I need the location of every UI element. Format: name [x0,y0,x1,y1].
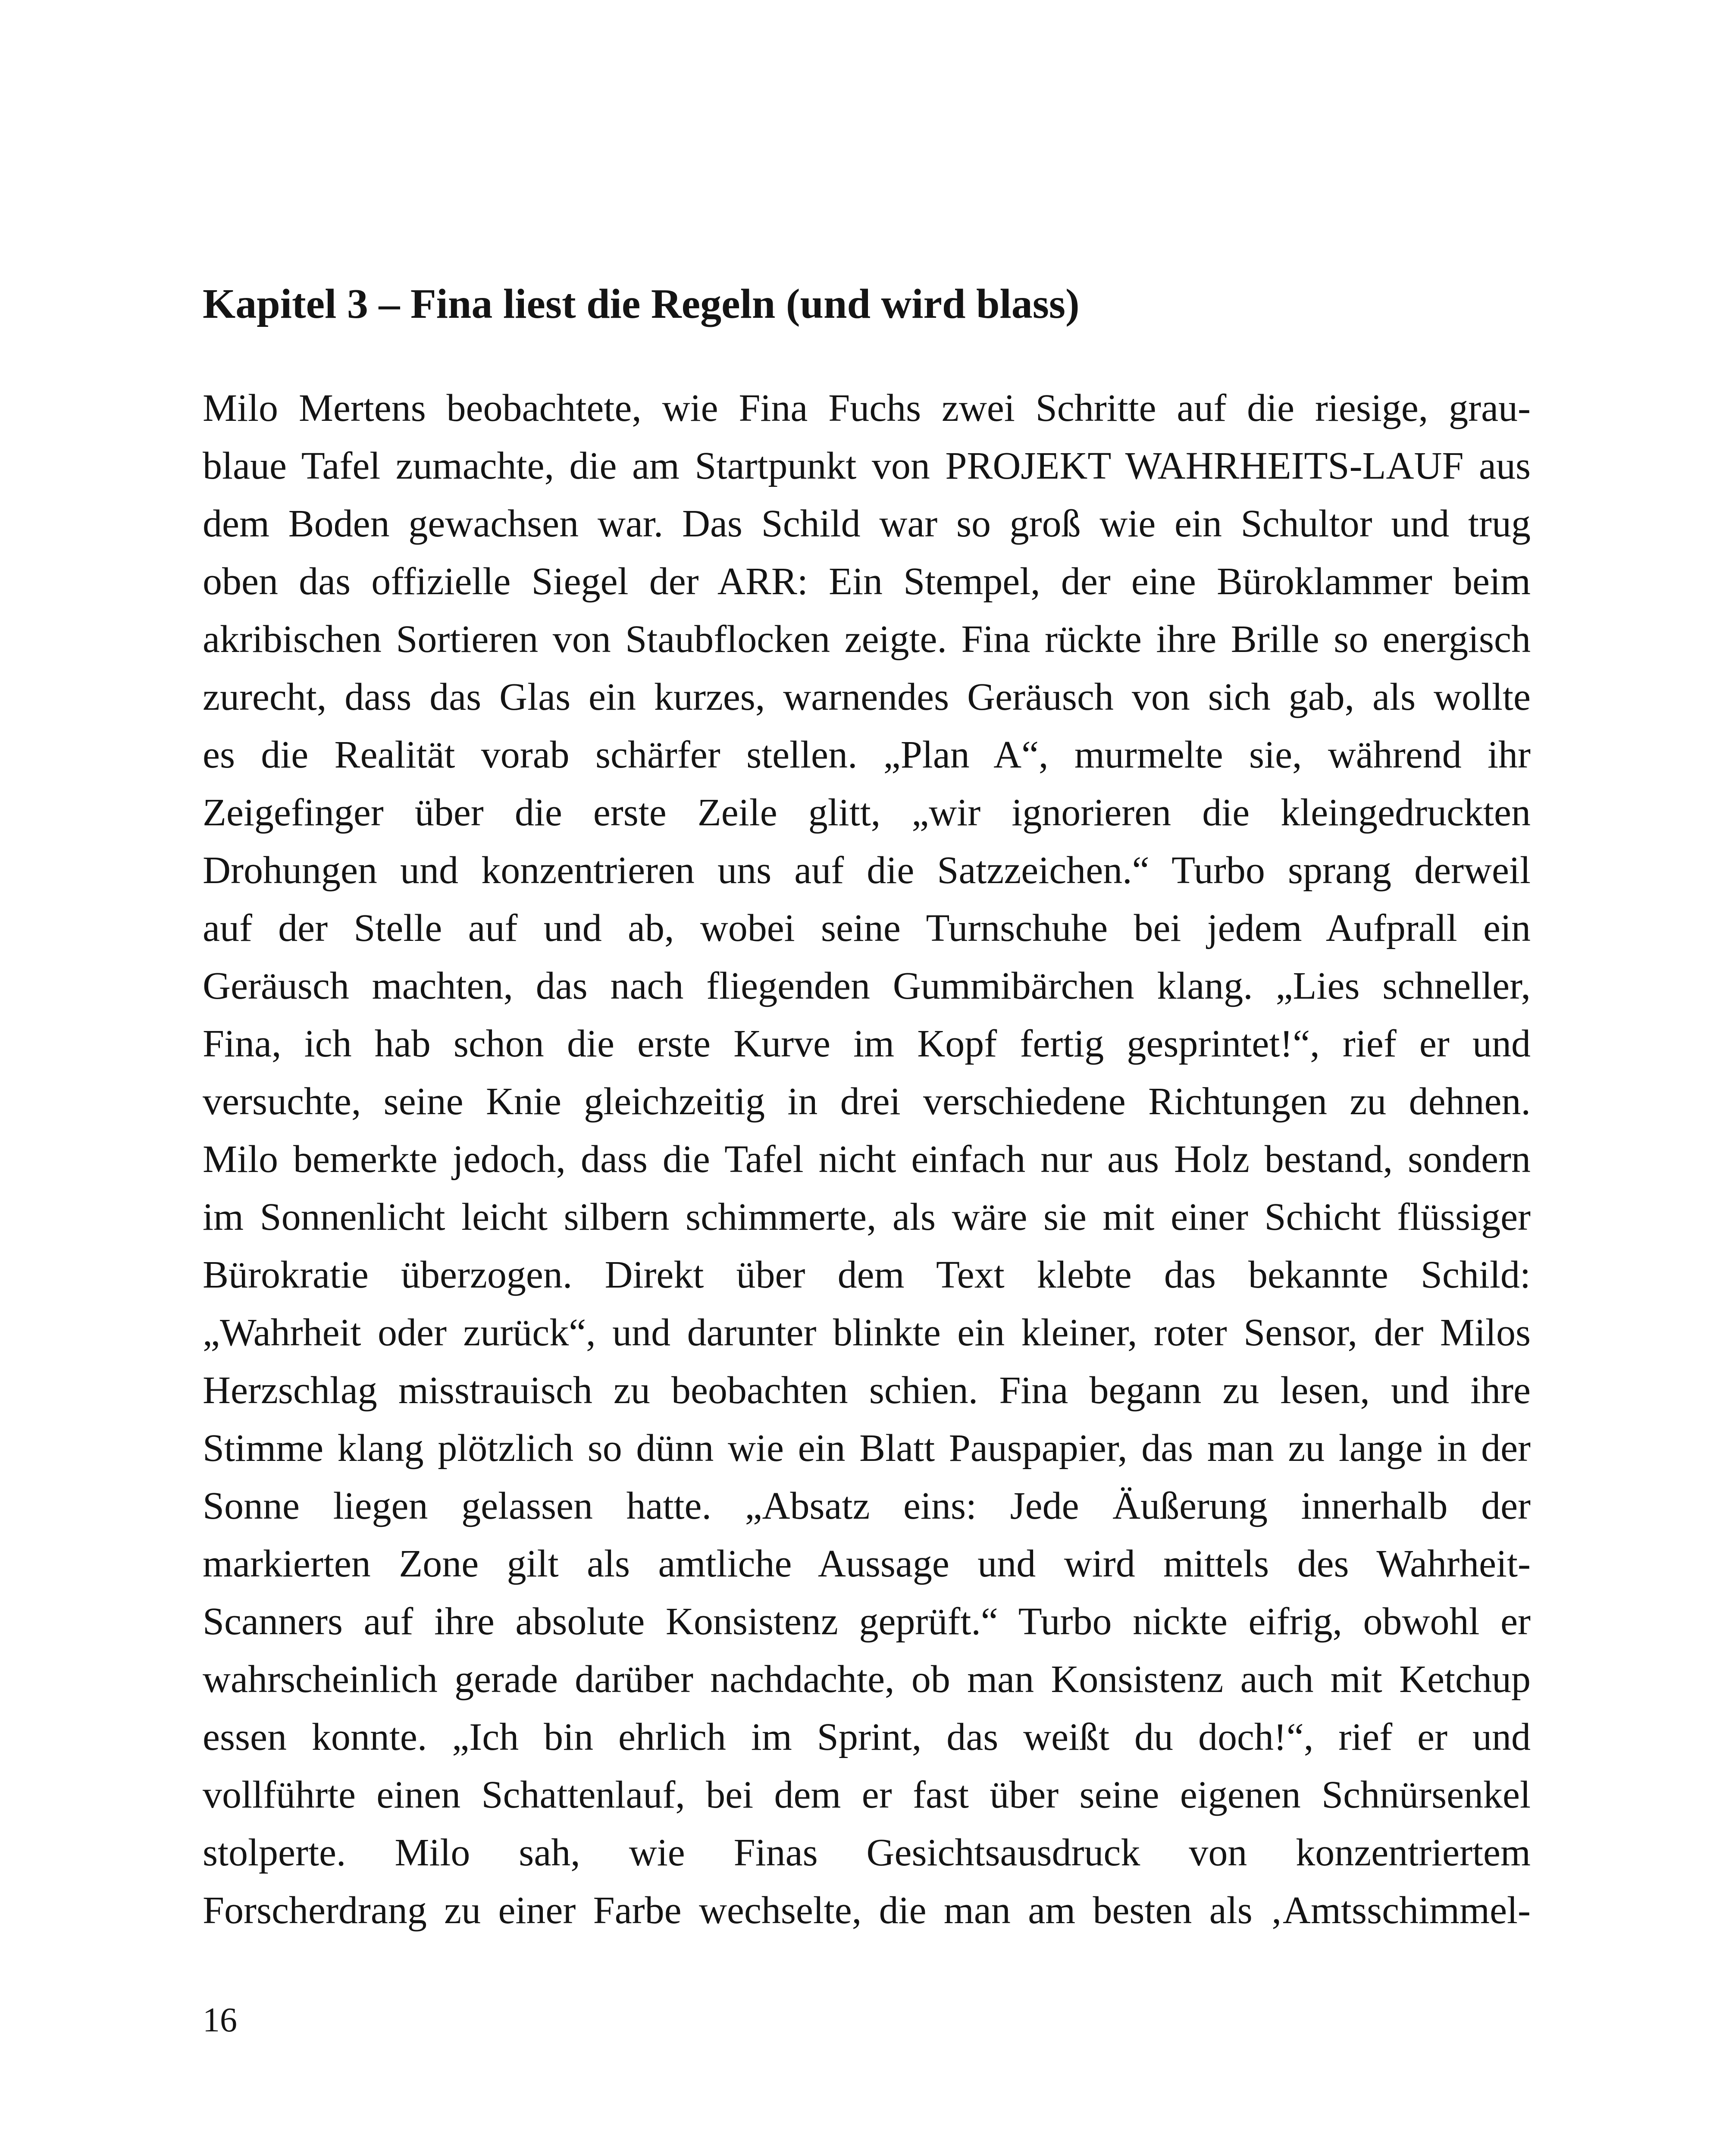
page-number: 16 [203,2001,237,2039]
text-line: blaue Tafel zumachte, die am Startpunkt von PROJEKT WAHRHEITS-LAUF aus [203,445,1531,487]
text-line: Stimme klang plötzlich so dünn wie ein Blatt Pauspapier, das man zu lange in der [203,1427,1531,1470]
text-line: Milo Mertens beobachtete, wie Fina Fuchs zwei Schritte auf die riesige, grau- [203,387,1531,429]
text-line: Drohungen und konzentrieren uns auf die Satzzeichen.“ Turbo sprang derweil [203,849,1531,892]
text-line: im Sonnenlicht leicht silbern schimmerte, als wäre sie mit einer Schicht flüssiger [203,1196,1531,1238]
text-line: Sonne liegen gelassen hatte. „Absatz eins: Jede Äußerung innerhalb der [203,1485,1531,1527]
text-line: es die Realität vorab schärfer stellen. „Plan A“, murmelte sie, während ihr [203,733,1531,776]
text-line: stolperte. Milo sah, wie Finas Gesichtsausdruck von konzentriertem [203,1831,1531,1874]
text-line: Bürokratie überzogen. Direkt über dem Text klebte das bekannte Schild: [203,1253,1531,1296]
text-line: vollführte einen Schattenlauf, bei dem er fast über seine eigenen Schnürsenkel [203,1774,1531,1816]
body-text [203,379,1531,1940]
text-line: oben das offizielle Siegel der ARR: Ein Stempel, der eine Büroklammer beim [203,560,1531,603]
text-line: Herzschlag misstrauisch zu beobachten schien. Fina begann zu lesen, und ihre [203,1369,1531,1412]
text-line: Milo bemerkte jedoch, dass die Tafel nicht einfach nur aus Holz bestand, sondern [203,1138,1531,1181]
text-line: markierten Zone gilt als amtliche Aussage und wird mittels des Wahrheit- [203,1542,1531,1585]
chapter-title: Kapitel 3 – Fina liest die Regeln (und wird blass) [203,281,1080,327]
text-line: „Wahrheit oder zurück“, und darunter blinkte ein kleiner, roter Sensor, der Milos [203,1311,1531,1354]
text-line: versuchte, seine Knie gleichzeitig in drei verschiedene Richtungen zu dehnen. [203,1080,1531,1123]
text-line: auf der Stelle auf und ab, wobei seine Turnschuhe bei jedem Aufprall ein [203,907,1531,950]
text-line: Forscherdrang zu einer Farbe wechselte, die man am besten als ‚Amtsschimmel- [203,1889,1531,1932]
text-line: wahrscheinlich gerade darüber nachdachte, ob man Konsistenz auch mit Ketchup [203,1658,1531,1701]
text-line: Geräusch machten, das nach fliegenden Gummibärchen klang. „Lies schneller, [203,965,1531,1007]
text-line: zurecht, dass das Glas ein kurzes, warnendes Geräusch von sich gab, als wollte [203,676,1531,718]
text-line: dem Boden gewachsen war. Das Schild war so groß wie ein Schultor und trug [203,502,1531,545]
text-line: Scanners auf ihre absolute Konsistenz geprüft.“ Turbo nickte eifrig, obwohl er [203,1600,1531,1643]
text-line: akribischen Sortieren von Staubflocken zeigte. Fina rückte ihre Brille so energisch [203,618,1531,661]
text-line: essen konnte. „Ich bin ehrlich im Sprint, das weißt du doch!“, rief er und [203,1716,1531,1758]
text-line: Zeigefinger über die erste Zeile glitt, „wir ignorieren die kleingedruckten [203,791,1531,834]
text-line: Fina, ich hab schon die erste Kurve im Kopf fertig gesprintet!“, rief er und [203,1022,1531,1065]
